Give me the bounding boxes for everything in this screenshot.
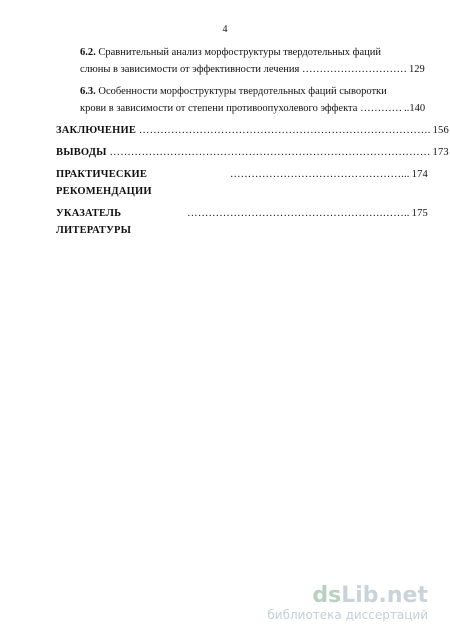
toc-entry-findings[interactable] xyxy=(56,144,449,161)
dot-leader: ……………………………………………………………………………… xyxy=(109,147,431,158)
toc-entry-line xyxy=(80,44,428,61)
section-title: Сравнительный анализ морфоструктуры твердотельных фаций xyxy=(98,47,381,58)
toc-entry-6-2[interactable] xyxy=(56,44,428,78)
toc-entry-conclusion[interactable] xyxy=(56,122,449,139)
dot-leader: ……………………………………………….…….. xyxy=(187,208,410,219)
toc-entry-line xyxy=(80,100,428,117)
page-ref: ..140 xyxy=(404,103,426,114)
page-ref: 174 xyxy=(411,169,428,180)
dot-leader: ………… xyxy=(360,103,403,114)
watermark-brand: dsLib.net xyxy=(312,583,428,608)
toc-entry-line xyxy=(80,61,428,78)
watermark-logo xyxy=(267,584,428,622)
section-number: 6.2. xyxy=(80,47,96,58)
table-of-contents xyxy=(56,44,449,239)
dot-leader: ………………………………………………………………………. xyxy=(138,125,431,136)
watermark-subtitle: библиотека диссертаций xyxy=(267,608,428,622)
page-ref: 173 xyxy=(432,147,449,158)
page-ref: 175 xyxy=(411,208,428,219)
page-ref: 156 xyxy=(432,125,449,136)
chapter-title: УКАЗАТЕЛЬ ЛИТЕРАТУРЫ xyxy=(56,208,132,236)
chapter-title: ВЫВОДЫ xyxy=(56,147,107,158)
chapter-title: ПРАКТИЧЕСКИЕ РЕКОМЕНДАЦИИ xyxy=(56,169,152,197)
toc-entry-line xyxy=(80,83,428,100)
chapter-title: ЗАКЛЮЧЕНИЕ xyxy=(56,125,137,136)
dot-leader: ………………………… xyxy=(301,64,407,75)
toc-entry-6-3[interactable] xyxy=(56,83,428,117)
section-title: Особенности морфоструктуры твердотельных фаций сыворотки xyxy=(98,86,387,97)
toc-entry-recommendations[interactable] xyxy=(56,166,428,200)
toc-entry-bibliography[interactable] xyxy=(56,205,428,239)
dot-leader: …………………………………………... xyxy=(229,169,410,180)
section-number: 6.3. xyxy=(80,86,96,97)
section-title-cont: крови в зависимости от степени противоопухолевого эффекта xyxy=(80,103,358,114)
page-number: 4 xyxy=(222,24,228,35)
page-ref: 129 xyxy=(408,64,425,75)
section-title-cont: слюны в зависимости от эффективности лечения xyxy=(80,64,300,75)
